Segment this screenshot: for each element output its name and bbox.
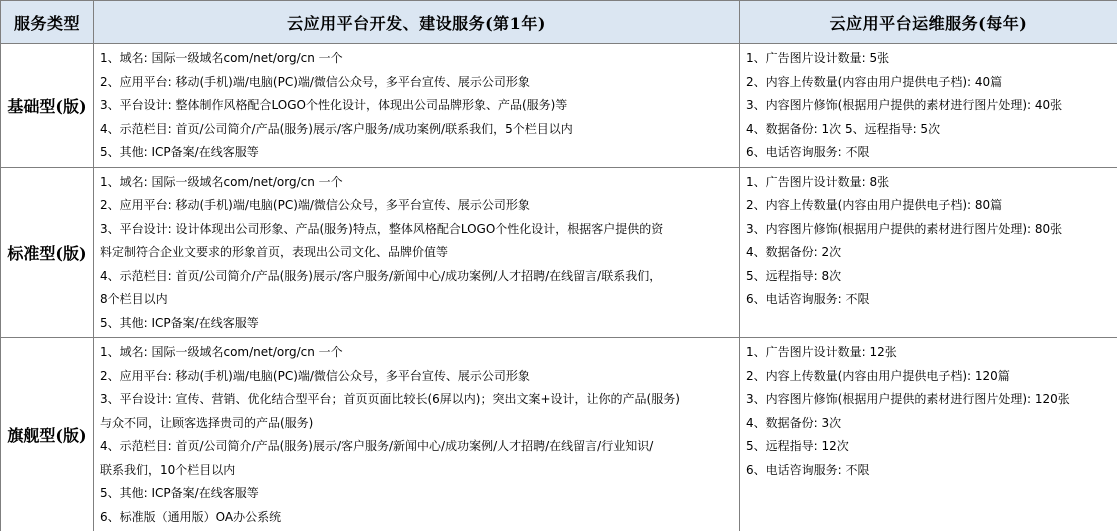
operations-service-item: 3、内容图片修饰(根据用户提供的素材进行图片处理): 40张 [746,98,1063,112]
operations-service-item: 2、内容上传数量(内容由用户提供电子档): 80篇 [746,198,1003,212]
table-row-flagship [1,338,1117,531]
development-service-item: 1、域名: 国际一级域名com/net/org/cn 一个 [100,345,343,359]
development-service-item: 与众不同，让顾客选择贵司的产品(服务) [100,415,314,430]
table-header-row [1,1,1117,44]
table-row-basic [1,44,1117,168]
development-service-item: 5、其他: ICP备案/在线客服等 [100,145,259,159]
development-service-item: 4、示范栏目: 首页/公司简介/产品(服务)展示/客户服务/新闻中心/成功案例/人才招聘/在线留言/行业知识/ [100,439,654,453]
operations-service-item: 2、内容上传数量(内容由用户提供电子档): 120篇 [746,368,1010,383]
development-service-item: 4、示范栏目: 首页/公司简介/产品(服务)展示/客户服务/新闻中心/成功案例/人才招聘/在线留言/联系我们， [100,268,662,283]
operations-service-cell [740,44,1117,168]
development-service-item: 2、应用平台: 移动(手机)端/电脑(PC)端/微信公众号，多平台宣传、展示公司形象 [100,74,530,89]
development-service-item: 5、其他: ICP备案/在线客服等 [100,315,259,330]
development-service-item: 3、平台设计: 宣传、营销、优化结合型平台；首页页面比较长(6屏以内)；突出文案+设计，让你的产品(服务) [100,392,680,406]
development-service-cell [94,44,740,168]
service-type-cell: 基础型(版) [1,44,94,168]
operations-service-item: 6、电话咨询服务: 不限 [746,292,870,306]
development-service-item: 2、应用平台: 移动(手机)端/电脑(PC)端/微信公众号，多平台宣传、展示公司形象 [100,198,530,212]
development-service-item: 3、平台设计: 整体制作风格配合LOGO个性化设计，体现出公司品牌形象、产品(服务)等 [100,98,568,112]
header-operations-service: 云应用平台运维服务(每年) [740,1,1117,44]
service-type-cell: 旗舰型(版) [1,338,94,531]
operations-service-cell [740,167,1117,338]
operations-service-item: 6、电话咨询服务: 不限 [746,145,870,159]
development-service-item: 5、其他: ICP备案/在线客服等 [100,486,259,500]
development-service-item: 6、标准版（通用版）OA办公系统 [100,509,282,524]
development-service-item: 1、域名: 国际一级域名com/net/org/cn 一个 [100,174,343,189]
operations-service-cell [740,338,1117,531]
header-service-type: 服务类型 [1,1,94,44]
operations-service-item: 1、广告图片设计数量: 8张 [746,174,890,189]
operations-service-item: 3、内容图片修饰(根据用户提供的素材进行图片处理): 120张 [746,392,1070,406]
operations-service-item: 4、数据备份: 2次 [746,245,842,259]
operations-service-item: 1、广告图片设计数量: 5张 [746,51,890,65]
development-service-item: 联系我们，10个栏目以内 [100,462,236,477]
development-service-item: 4、示范栏目: 首页/公司简介/产品(服务)展示/客户服务/成功案例/联系我们，5个栏目以内 [100,121,573,136]
operations-service-item: 2、内容上传数量(内容由用户提供电子档): 40篇 [746,74,1003,89]
operations-service-item: 6、电话咨询服务: 不限 [746,462,870,477]
operations-service-item: 4、数据备份: 3次 [746,415,842,430]
development-service-item: 料定制符合企业文要求的形象首页，表现出公司文化、品牌价值等 [100,245,449,259]
table-body [1,44,1117,531]
operations-service-item: 5、远程指导: 12次 [746,439,849,453]
operations-service-item: 4、数据备份: 1次 5、远程指导: 5次 [746,121,941,136]
operations-service-item: 1、广告图片设计数量: 12张 [746,345,897,359]
service-type-cell: 标准型(版) [1,167,94,338]
operations-service-item: 3、内容图片修饰(根据用户提供的素材进行图片处理): 80张 [746,221,1063,236]
development-service-item: 2、应用平台: 移动(手机)端/电脑(PC)端/微信公众号，多平台宣传、展示公司形象 [100,368,530,383]
development-service-cell [94,167,740,338]
development-service-item: 8个栏目以内 [100,292,168,306]
development-service-item: 3、平台设计: 设计体现出公司形象、产品(服务)特点，整体风格配合LOGO个性化设计，根据客户提供的资 [100,221,664,236]
operations-service-item: 5、远程指导: 8次 [746,268,842,283]
table-row-standard [1,167,1117,338]
development-service-item: 1、域名: 国际一级域名com/net/org/cn 一个 [100,51,343,65]
header-development-service: 云应用平台开发、建设服务(第1年) [94,1,740,44]
development-service-cell [94,338,740,531]
